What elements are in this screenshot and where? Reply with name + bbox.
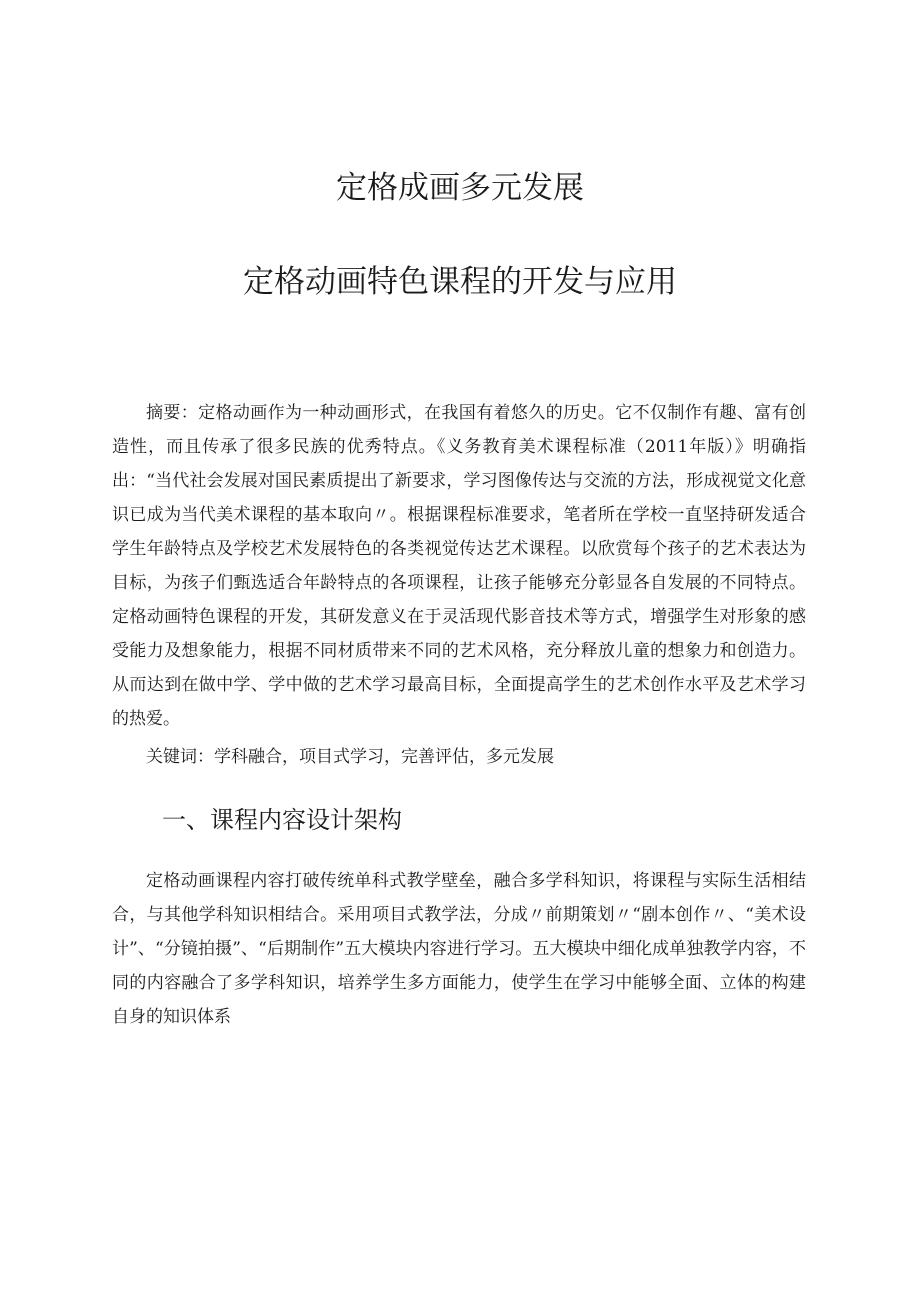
document-title-line-1: 定格成画多元发展	[336, 170, 584, 206]
section-1-body-paragraph: 定格动画课程内容打破传统单科式教学壁垒，融合多学科知识，将课程与实际生活相结合，与其他学科知识相结合。采用项目式教学法，分成〃前期策划〃“剧本创作〃、“美术设计”、“分镜拍摄”、“后期制作”五大模块内容进行学习。五大模块中细化成单独教学内容，不同的内容融合了多学科知识，培养学生多方面能力，使学生在学习中能够全面、立体的构建自身的知识体系	[112, 871, 806, 1027]
abstract-paragraph: 摘要：定格动画作为一种动画形式，在我国有着悠久的历史。它不仅制作有趣、富有创造性，而且传承了很多民族的优秀特点。《义务教育美术课程标准（2011年版）》明确指出：“当代社会发展对国民素质提出了新要求，学习图像传达与交流的方法，形成视觉文化意识已成为当代美术课程的基本取向〃。根据课程标准要求，笔者所在学校一直坚持研发适合学生年龄特点及学校艺术发展特色的各类视觉传达艺术课程。以欣赏每个孩子的艺术表达为目标，为孩子们甄选适合年龄特点的各项课程，让孩子能够充分彰显各自发展的不同特点。定格动画特色课程的开发，其研发意义在于灵活现代影音技术等方式，增强学生对形象的感受能力及想象能力，根据不同材质带来不同的艺术风格，充分释放儿童的想象力和创造力。从而达到在做中学、学中做的艺术学习最高目标，全面提高学生的艺术创作水平及艺术学习的热爱。	[112, 403, 806, 729]
section-heading-1: 一、课程内容设计架构	[162, 806, 402, 834]
document-title-line-2: 定格动画特色课程的开发与应用	[243, 264, 677, 300]
keywords-paragraph: 关键词：学科融合，项目式学习，完善评估，多元发展	[146, 747, 554, 767]
